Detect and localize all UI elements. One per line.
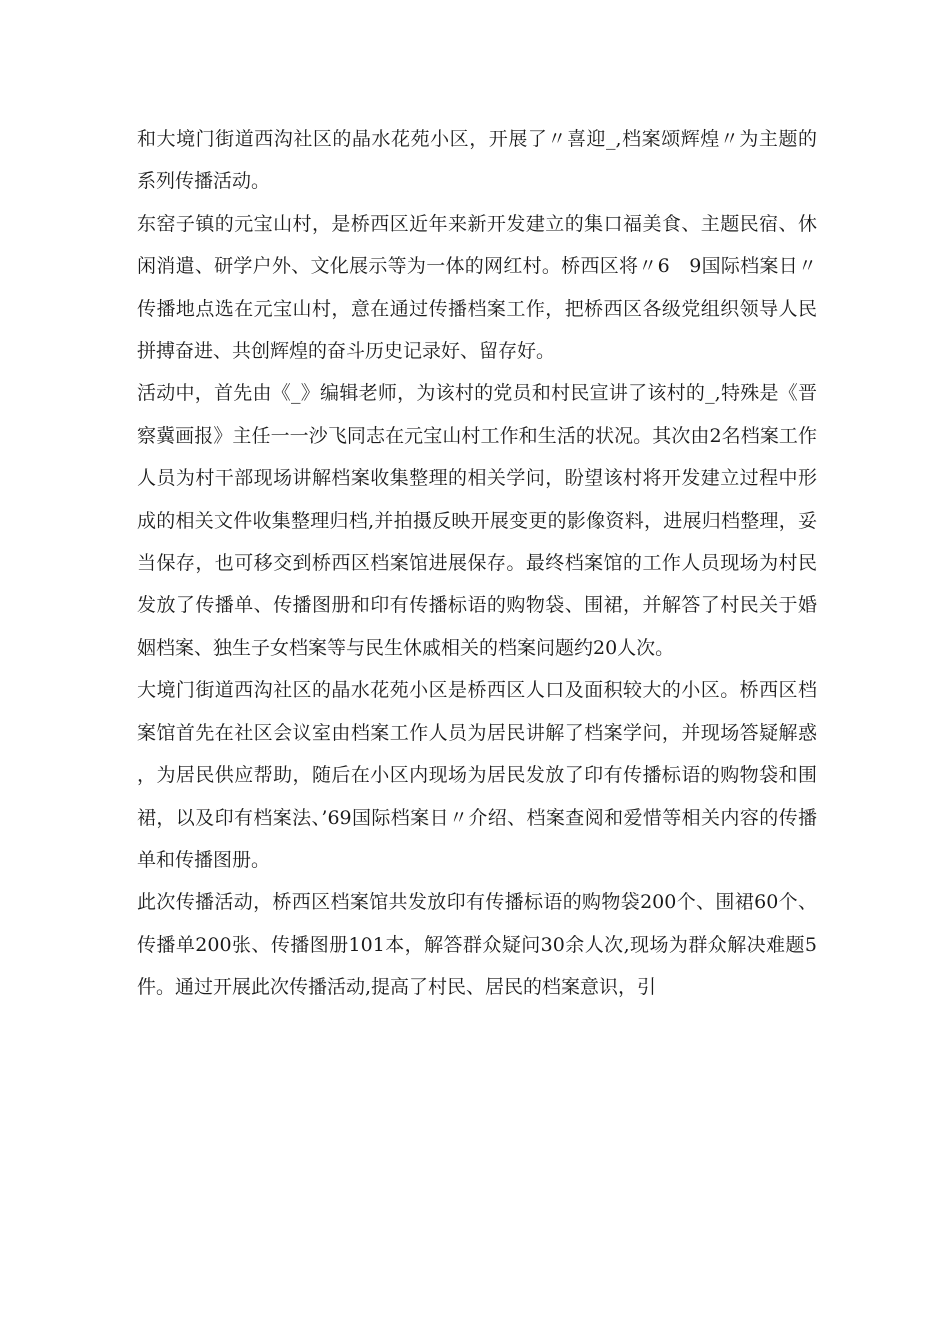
- paragraph-1: 和大境门街道西沟社区的晶水花苑小区，开展了〃喜迎_,档案颂辉煌〃为主题的系列传播活动。: [137, 128, 817, 193]
- paragraph-2: 东窑子镇的元宝山村，是桥西区近年来新开发建立的集口福美食、主题民宿、休闲消遣、研学户外、文化展示等为一体的网红村。桥西区将〃6 9国际档案日〃传播地点选在元宝山村，意在通过传播档案工作，把桥西区各级党组织领导人民拼搏奋进、共创辉煌的奋斗历史记录好、留存好。: [137, 212, 817, 363]
- paragraph-4: 大境门街道西沟社区的晶水花苑小区是桥西区人口及面积较大的小区。桥西区档案馆首先在社区会议室由档案工作人员为居民讲解了档案学问，并现场答疑解惑，为居民供应帮助，随后在小区内现场为居民发放了印有传播标语的购物袋和围裙，以及印有档案法、’69国际档案日〃介绍、档案查阅和爱惜等相关内容的传播单和传播图册。: [137, 679, 817, 871]
- paragraph-5: 此次传播活动，桥西区档案馆共发放印有传播标语的购物袋200个、围裙60个、传播单200张、传播图册101本，解答群众疑问30余人次,现场为群众解决难题5件。通过开展此次传播活动,提高了村民、居民的档案意识，引: [137, 891, 817, 999]
- document-body: [137, 118, 817, 1009]
- paragraph-3: 活动中，首先由《_》编辑老师，为该村的党员和村民宣讲了该村的_,特殊是《晋察冀画报》主任一一沙飞同志在元宝山村工作和生活的状况。其次由2名档案工作人员为村干部现场讲解档案收集整理的相关学问，盼望该村将开发建立过程中形成的相关文件收集整理归档,并拍摄反映开展变更的影像资料，进展归档整理，妥当保存，也可移交到桥西区档案馆进展保存。最终档案馆的工作人员现场为村民发放了传播单、传播图册和印有传播标语的购物袋、围裙，并解答了村民关于婚姻档案、独生子女档案等与民生休戚相关的档案问题约20人次。: [137, 382, 817, 659]
